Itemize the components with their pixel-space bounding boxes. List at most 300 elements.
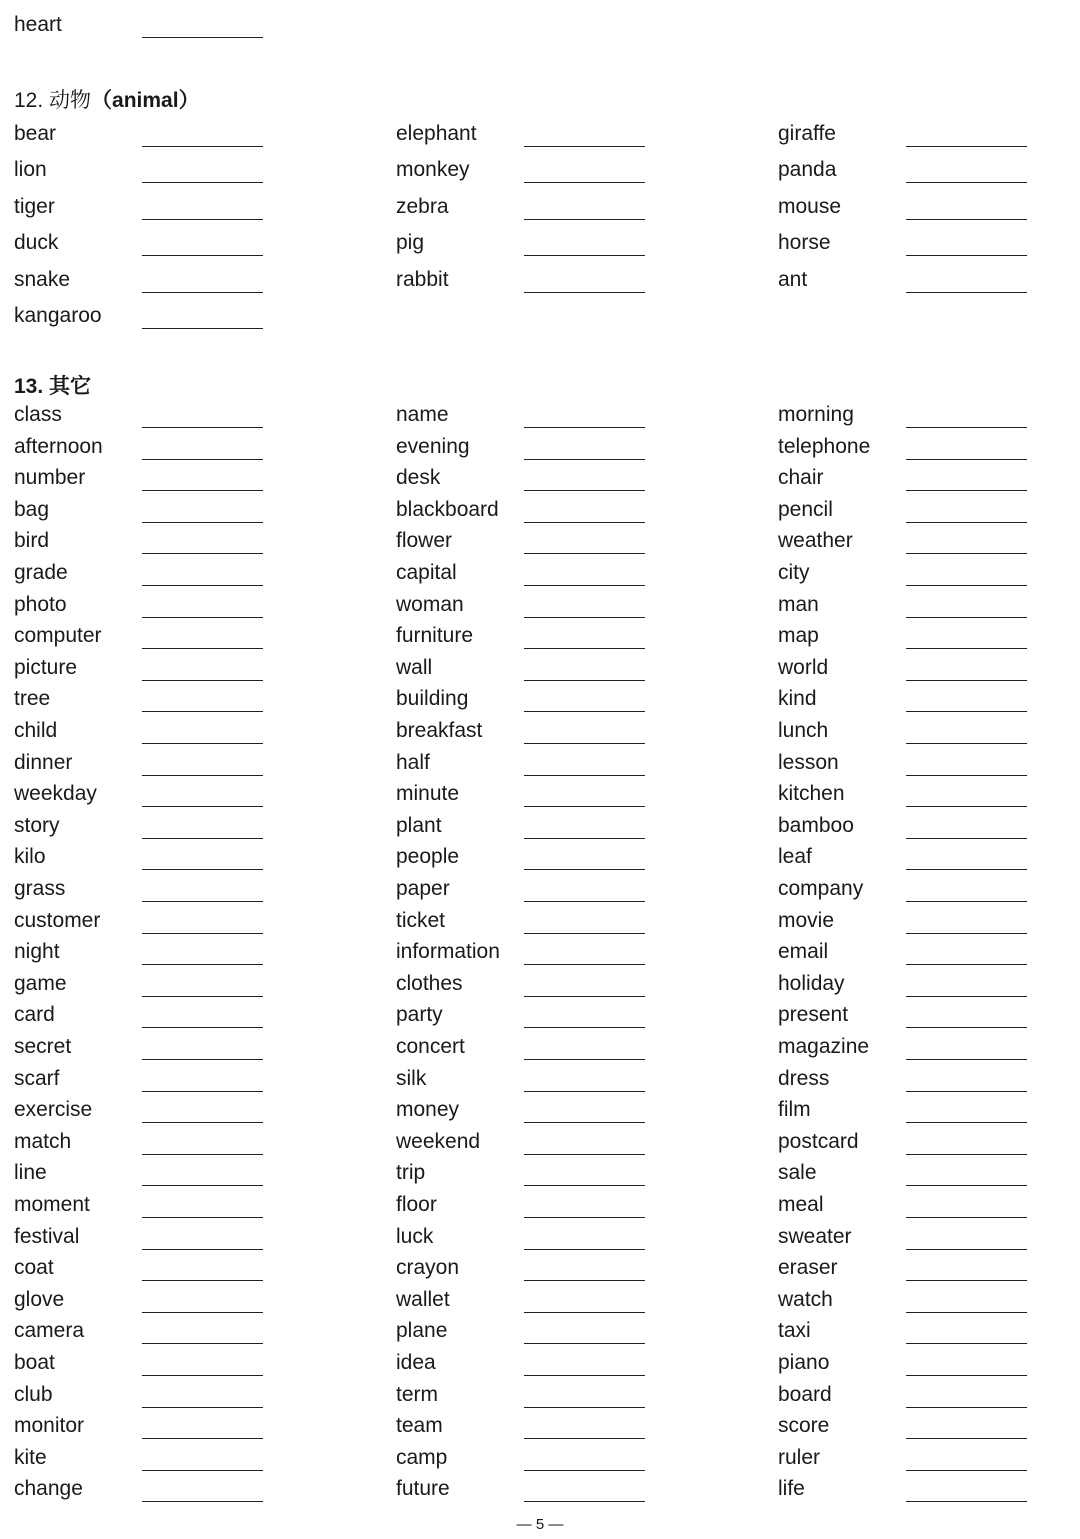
vocab-entry (14, 1159, 274, 1189)
answer-blank-line[interactable] (906, 1343, 1027, 1344)
vocab-entry (778, 1223, 1038, 1253)
vocab-word: snake (14, 267, 71, 291)
vocab-word: board (778, 1382, 832, 1406)
vocab-word: tree (14, 687, 51, 711)
answer-blank-line[interactable] (906, 838, 1027, 839)
vocab-word: computer (14, 624, 102, 648)
section-title: 其它 (49, 375, 92, 398)
vocab-entry (396, 559, 656, 589)
answer-blank-line[interactable] (906, 585, 1027, 586)
vocab-entry (14, 875, 274, 905)
vocab-word: map (778, 624, 819, 648)
vocab-entry (778, 156, 1038, 186)
answer-blank-line[interactable] (142, 680, 263, 681)
vocab-word: bird (14, 529, 50, 553)
vocab-entry (396, 875, 656, 905)
vocab-word: crayon (396, 1256, 460, 1280)
vocab-word: match (14, 1129, 72, 1153)
answer-blank-line[interactable] (142, 964, 263, 965)
answer-blank-line[interactable] (524, 1027, 645, 1028)
vocab-word: kangaroo (14, 304, 102, 327)
answer-blank-line[interactable] (142, 522, 263, 523)
answer-blank-line[interactable] (142, 182, 263, 183)
answer-blank-line[interactable] (906, 680, 1027, 681)
vocab-entry (14, 156, 274, 186)
vocab-word: morning (778, 403, 854, 426)
vocab-entry (396, 591, 656, 621)
answer-blank-line[interactable] (142, 219, 263, 220)
vocab-word: elephant (396, 122, 477, 145)
answer-blank-line[interactable] (142, 255, 263, 256)
vocab-word: horse (778, 231, 831, 255)
vocab-entry (396, 685, 656, 715)
answer-blank-line[interactable] (142, 146, 263, 147)
vocab-word: wall (396, 655, 433, 679)
vocab-entry (396, 1096, 656, 1126)
answer-blank-line[interactable] (524, 459, 645, 460)
answer-blank-line[interactable] (906, 459, 1027, 460)
vocab-word: ant (778, 267, 808, 291)
answer-blank-line[interactable] (142, 1343, 263, 1344)
answer-blank-line[interactable] (524, 775, 645, 776)
vocab-entry (14, 266, 274, 296)
vocab-word: telephone (778, 434, 871, 458)
answer-blank-line[interactable] (142, 1091, 263, 1092)
answer-blank-line[interactable] (524, 1217, 645, 1218)
vocab-entry (14, 1381, 274, 1411)
vocab-entry (14, 229, 274, 259)
vocab-word: zebra (396, 194, 449, 218)
answer-blank-line[interactable] (142, 1027, 263, 1028)
vocab-entry (14, 120, 274, 150)
answer-blank-line[interactable] (142, 1501, 263, 1502)
vocab-word: idea (396, 1351, 436, 1374)
answer-blank-line[interactable] (142, 838, 263, 839)
answer-blank-line[interactable] (906, 1501, 1027, 1502)
vocab-word: world (778, 655, 829, 679)
vocab-word: child (14, 719, 58, 742)
vocab-word: kite (14, 1445, 47, 1469)
vocab-word: mouse (778, 194, 842, 218)
vocab-entry (778, 1412, 1038, 1442)
answer-blank-line[interactable] (906, 1091, 1027, 1092)
answer-blank-line[interactable] (906, 219, 1027, 220)
vocab-entry (14, 193, 274, 223)
answer-blank-line[interactable] (142, 648, 263, 649)
answer-blank-line[interactable] (142, 869, 263, 870)
vocab-word: minute (396, 782, 460, 806)
vocab-word: life (778, 1477, 805, 1501)
vocab-word: pig (396, 231, 425, 255)
answer-blank-line[interactable] (142, 459, 263, 460)
vocab-entry (396, 1317, 656, 1347)
answer-blank-line[interactable] (906, 806, 1027, 807)
vocab-entry (778, 749, 1038, 779)
vocab-entry (14, 464, 274, 494)
vocab-entry (778, 193, 1038, 223)
vocab-entry (778, 938, 1038, 968)
vocab-entry (14, 1065, 274, 1095)
vocab-entry (396, 1065, 656, 1095)
vocab-entry (778, 1033, 1038, 1063)
vocab-entry (14, 907, 274, 937)
answer-blank-line[interactable] (142, 37, 263, 38)
vocab-word: building (396, 687, 469, 711)
vocab-word: kilo (14, 845, 46, 869)
vocab-entry (396, 1159, 656, 1189)
vocab-word: furniture (396, 624, 474, 648)
answer-blank-line[interactable] (524, 1122, 645, 1123)
vocab-entry (14, 1349, 274, 1379)
vocab-word: panda (778, 158, 837, 182)
answer-blank-line[interactable] (906, 648, 1027, 649)
answer-blank-line[interactable] (906, 901, 1027, 902)
vocab-word: future (396, 1477, 450, 1501)
answer-blank-line[interactable] (906, 933, 1027, 934)
answer-blank-line[interactable] (906, 1280, 1027, 1281)
vocab-entry (14, 1412, 274, 1442)
vocab-entry (778, 1317, 1038, 1347)
vocab-entry (14, 11, 274, 41)
vocab-entry (14, 527, 274, 557)
answer-blank-line[interactable] (142, 1249, 263, 1250)
answer-blank-line[interactable] (906, 1249, 1027, 1250)
answer-blank-line[interactable] (524, 1438, 645, 1439)
answer-blank-line[interactable] (524, 869, 645, 870)
vocab-entry (396, 1349, 656, 1379)
vocab-word: taxi (778, 1319, 811, 1343)
vocab-word: camera (14, 1319, 85, 1343)
answer-blank-line[interactable] (906, 1122, 1027, 1123)
vocab-entry (14, 1191, 274, 1221)
answer-blank-line[interactable] (906, 1217, 1027, 1218)
answer-blank-line[interactable] (906, 869, 1027, 870)
vocab-entry (778, 559, 1038, 589)
answer-blank-line[interactable] (906, 996, 1027, 997)
answer-blank-line[interactable] (906, 1185, 1027, 1186)
vocab-word: lesson (778, 750, 839, 774)
answer-blank-line[interactable] (906, 743, 1027, 744)
vocab-entry (396, 433, 656, 463)
vocab-entry (396, 717, 656, 747)
vocab-entry (396, 496, 656, 526)
vocab-entry (396, 1444, 656, 1474)
vocab-entry (778, 907, 1038, 937)
vocab-word: sale (778, 1161, 817, 1185)
answer-blank-line[interactable] (524, 711, 645, 712)
vocab-word: leaf (778, 845, 812, 869)
section-title: 动物 (49, 89, 92, 112)
vocab-word: woman (396, 592, 464, 616)
vocab-word: kitchen (778, 782, 845, 806)
vocab-word: coat (14, 1256, 54, 1280)
vocab-entry (14, 401, 274, 431)
answer-blank-line[interactable] (142, 328, 263, 329)
answer-blank-line[interactable] (142, 585, 263, 586)
vocab-word: duck (14, 231, 59, 255)
answer-blank-line[interactable] (906, 1438, 1027, 1439)
answer-blank-line[interactable] (524, 1343, 645, 1344)
answer-blank-line[interactable] (906, 1375, 1027, 1376)
answer-blank-line[interactable] (524, 553, 645, 554)
vocab-entry (396, 1191, 656, 1221)
vocab-word: email (778, 940, 829, 964)
vocab-word: weekday (14, 782, 97, 806)
vocab-entry (396, 1033, 656, 1063)
answer-blank-line[interactable] (524, 838, 645, 839)
answer-blank-line[interactable] (906, 146, 1027, 147)
vocab-entry (396, 229, 656, 259)
answer-blank-line[interactable] (524, 255, 645, 256)
vocab-word: bag (14, 497, 50, 521)
vocab-entry (14, 1475, 274, 1505)
vocab-word: company (778, 877, 864, 900)
vocab-word: heart (14, 13, 62, 36)
vocab-entry (778, 1001, 1038, 1031)
answer-blank-line[interactable] (906, 182, 1027, 183)
vocab-entry (778, 1349, 1038, 1379)
vocab-entry (778, 717, 1038, 747)
answer-blank-line[interactable] (142, 1122, 263, 1123)
vocab-word: concert (396, 1035, 465, 1058)
answer-blank-line[interactable] (142, 1312, 263, 1313)
answer-blank-line[interactable] (524, 1375, 645, 1376)
answer-blank-line[interactable] (906, 617, 1027, 618)
answer-blank-line[interactable] (524, 617, 645, 618)
vocab-entry (778, 1128, 1038, 1158)
answer-blank-line[interactable] (142, 427, 263, 428)
vocab-entry (778, 1381, 1038, 1411)
answer-blank-line[interactable] (142, 711, 263, 712)
vocab-entry (778, 843, 1038, 873)
answer-blank-line[interactable] (524, 901, 645, 902)
vocab-word: city (778, 561, 810, 584)
section-number: 12. (14, 89, 44, 112)
vocab-entry (778, 266, 1038, 296)
answer-blank-line[interactable] (906, 1407, 1027, 1408)
vocab-entry (14, 654, 274, 684)
answer-blank-line[interactable] (906, 292, 1027, 293)
vocab-word: holiday (778, 971, 845, 995)
answer-blank-line[interactable] (142, 1438, 263, 1439)
vocab-word: paper (396, 877, 450, 900)
answer-blank-line[interactable] (906, 1059, 1027, 1060)
vocab-entry (396, 654, 656, 684)
vocab-word: magazine (778, 1035, 870, 1058)
vocab-entry (396, 907, 656, 937)
vocab-word: dinner (14, 750, 73, 774)
vocab-word: floor (396, 1193, 437, 1216)
vocab-word: man (778, 592, 819, 616)
answer-blank-line[interactable] (142, 553, 263, 554)
answer-blank-line[interactable] (524, 427, 645, 428)
vocab-entry (14, 559, 274, 589)
vocab-entry (396, 1286, 656, 1316)
vocab-entry (14, 749, 274, 779)
vocab-entry (396, 1001, 656, 1031)
answer-blank-line[interactable] (142, 1217, 263, 1218)
vocab-word: score (778, 1414, 830, 1438)
vocab-word: present (778, 1003, 849, 1027)
vocab-word: half (396, 750, 430, 774)
vocab-entry (14, 1317, 274, 1347)
answer-blank-line[interactable] (142, 1470, 263, 1471)
answer-blank-line[interactable] (906, 964, 1027, 965)
vocab-word: breakfast (396, 719, 483, 742)
vocab-entry (778, 970, 1038, 1000)
answer-blank-line[interactable] (906, 1154, 1027, 1155)
answer-blank-line[interactable] (524, 1501, 645, 1502)
vocab-entry (396, 120, 656, 150)
answer-blank-line[interactable] (524, 490, 645, 491)
vocab-word: information (396, 940, 500, 964)
vocab-entry (778, 622, 1038, 652)
answer-blank-line[interactable] (142, 1280, 263, 1281)
vocab-entry (778, 401, 1038, 431)
answer-blank-line[interactable] (524, 680, 645, 681)
vocab-word: wallet (396, 1287, 450, 1311)
vocab-word: plane (396, 1319, 448, 1343)
vocab-word: monitor (14, 1414, 85, 1438)
answer-blank-line[interactable] (524, 1470, 645, 1471)
answer-blank-line[interactable] (142, 933, 263, 934)
answer-blank-line[interactable] (524, 1059, 645, 1060)
answer-blank-line[interactable] (524, 996, 645, 997)
page-number: — 5 — (516, 1516, 564, 1533)
vocab-word: lunch (778, 719, 829, 742)
answer-blank-line[interactable] (906, 711, 1027, 712)
answer-blank-line[interactable] (524, 1407, 645, 1408)
answer-blank-line[interactable] (142, 1185, 263, 1186)
vocab-entry (396, 938, 656, 968)
answer-blank-line[interactable] (142, 1154, 263, 1155)
answer-blank-line[interactable] (142, 617, 263, 618)
vocab-entry (396, 970, 656, 1000)
vocab-word: rabbit (396, 267, 449, 291)
answer-blank-line[interactable] (142, 292, 263, 293)
vocab-entry (396, 1381, 656, 1411)
answer-blank-line[interactable] (906, 490, 1027, 491)
vocab-word: meal (778, 1193, 824, 1216)
vocab-word: tiger (14, 194, 55, 218)
vocab-word: boat (14, 1351, 55, 1374)
vocab-word: exercise (14, 1098, 93, 1122)
vocab-entry (14, 1001, 274, 1031)
answer-blank-line[interactable] (524, 743, 645, 744)
answer-blank-line[interactable] (524, 806, 645, 807)
answer-blank-line[interactable] (906, 427, 1027, 428)
vocab-entry (778, 1475, 1038, 1505)
vocab-entry (396, 1128, 656, 1158)
vocab-entry (14, 1223, 274, 1253)
answer-blank-line[interactable] (142, 1059, 263, 1060)
vocab-entry (14, 1286, 274, 1316)
vocab-word: customer (14, 908, 101, 932)
vocab-entry (396, 156, 656, 186)
vocab-entry (778, 229, 1038, 259)
vocab-word: term (396, 1382, 438, 1406)
answer-blank-line[interactable] (524, 933, 645, 934)
answer-blank-line[interactable] (524, 1249, 645, 1250)
vocab-word: team (396, 1414, 443, 1438)
answer-blank-line[interactable] (906, 553, 1027, 554)
vocab-entry (14, 496, 274, 526)
answer-blank-line[interactable] (142, 743, 263, 744)
answer-blank-line[interactable] (524, 1280, 645, 1281)
answer-blank-line[interactable] (142, 775, 263, 776)
vocab-word: story (14, 813, 60, 837)
answer-blank-line[interactable] (142, 901, 263, 902)
answer-blank-line[interactable] (906, 255, 1027, 256)
vocab-word: club (14, 1382, 53, 1406)
answer-blank-line[interactable] (142, 1407, 263, 1408)
vocab-entry (778, 433, 1038, 463)
answer-blank-line[interactable] (142, 996, 263, 997)
vocab-word: game (14, 971, 67, 995)
vocab-word: blackboard (396, 497, 499, 521)
answer-blank-line[interactable] (142, 1375, 263, 1376)
vocab-word: capital (396, 561, 457, 584)
vocab-word: dress (778, 1066, 830, 1090)
vocab-entry (396, 193, 656, 223)
answer-blank-line[interactable] (524, 1312, 645, 1313)
answer-blank-line[interactable] (142, 490, 263, 491)
answer-blank-line[interactable] (524, 292, 645, 293)
vocab-word: luck (396, 1224, 434, 1248)
vocab-word: class (14, 403, 62, 426)
vocab-word: giraffe (778, 122, 836, 145)
answer-blank-line[interactable] (524, 1154, 645, 1155)
answer-blank-line[interactable] (906, 522, 1027, 523)
vocab-entry (396, 266, 656, 296)
vocab-word: lion (14, 158, 47, 182)
answer-blank-line[interactable] (906, 1312, 1027, 1313)
vocab-word: piano (778, 1351, 830, 1374)
answer-blank-line[interactable] (524, 146, 645, 147)
vocab-entry (14, 622, 274, 652)
vocab-entry (396, 401, 656, 431)
vocab-word: party (396, 1003, 443, 1027)
vocab-word: chair (778, 466, 824, 490)
vocab-entry (14, 1096, 274, 1126)
answer-blank-line[interactable] (524, 1091, 645, 1092)
vocab-word: name (396, 403, 449, 426)
vocab-word: bear (14, 122, 57, 145)
vocab-word: ruler (778, 1445, 821, 1469)
vocab-entry (396, 622, 656, 652)
vocab-entry (14, 812, 274, 842)
answer-blank-line[interactable] (524, 964, 645, 965)
vocab-word: grass (14, 877, 66, 900)
vocab-entry (14, 1444, 274, 1474)
answer-blank-line[interactable] (524, 219, 645, 220)
answer-blank-line[interactable] (524, 182, 645, 183)
answer-blank-line[interactable] (524, 585, 645, 586)
vocab-word: flower (396, 529, 453, 553)
answer-blank-line[interactable] (524, 522, 645, 523)
answer-blank-line[interactable] (906, 1470, 1027, 1471)
vocab-entry (778, 654, 1038, 684)
vocab-entry (778, 527, 1038, 557)
vocab-entry (778, 496, 1038, 526)
answer-blank-line[interactable] (524, 1185, 645, 1186)
vocab-word: movie (778, 908, 835, 932)
answer-blank-line[interactable] (906, 1027, 1027, 1028)
answer-blank-line[interactable] (906, 775, 1027, 776)
answer-blank-line[interactable] (524, 648, 645, 649)
vocab-word: night (14, 940, 60, 964)
answer-blank-line[interactable] (142, 806, 263, 807)
